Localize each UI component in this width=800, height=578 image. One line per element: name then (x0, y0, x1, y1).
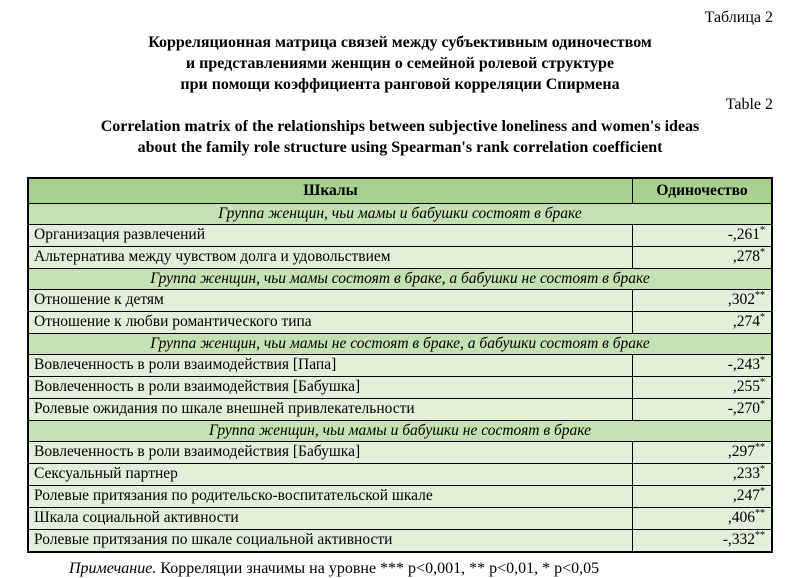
value-number: ,406 (727, 509, 755, 526)
table-row (28, 355, 772, 377)
scale-label: Ролевые притязания по шкале социальной активности (28, 530, 633, 553)
significance-stars: ** (755, 289, 765, 301)
scale-label: Шкала социальной активности (28, 508, 633, 530)
scale-label: Сексуальный партнер (28, 464, 633, 486)
correlation-value (633, 464, 773, 486)
header-cell-scales: Шкалы (28, 178, 633, 204)
footnote-text: Корреляции значимы на уровне *** p<0,001, ** p<0,01, * p<0,05 (156, 560, 600, 577)
table-row (28, 290, 772, 312)
table-footnote (69, 560, 773, 578)
table-number-ru: Таблица 2 (704, 9, 773, 26)
title-ru-line-3: при помощи коэффициента ранговой корреляции Спирмена (180, 76, 620, 93)
table-title-en (27, 116, 773, 158)
scale-label: Вовлеченность в роли взаимодействия [Бабушка] (28, 442, 633, 464)
table-row (28, 225, 772, 247)
group-title: Группа женщин, чьи мамы состоят в браке, а бабушки не состоят в браке (28, 269, 772, 290)
significance-stars: * (760, 485, 765, 497)
table-title-ru (27, 32, 773, 95)
value-number: ,247 (732, 487, 760, 504)
correlation-value (633, 355, 773, 377)
header-cell-loneliness: Одиночество (633, 178, 773, 204)
table-row (28, 486, 772, 508)
group-title: Группа женщин, чьи мамы и бабушки состоят в браке (28, 204, 772, 225)
table-header-row (28, 178, 772, 204)
title-ru-line-2: и представлениями женщин о семейной ролевой структуре (185, 55, 615, 72)
correlation-value (633, 312, 773, 334)
group-row (28, 421, 772, 442)
correlation-value (633, 530, 773, 553)
significance-stars: ** (755, 529, 765, 541)
footnote-label: Примечание. (69, 560, 157, 577)
value-number: ,297 (727, 443, 755, 460)
correlation-table (27, 177, 773, 553)
correlation-value (633, 486, 773, 508)
group-title: Группа женщин, чьи мамы не состоят в браке, а бабушки состоят в браке (28, 334, 772, 355)
significance-stars: * (760, 224, 765, 236)
value-number: ,233 (732, 465, 760, 482)
value-number: -,243 (727, 356, 760, 373)
correlation-value (633, 399, 773, 421)
value-number: ,255 (732, 378, 760, 395)
value-number: -,332 (722, 531, 755, 548)
table-row (28, 399, 772, 421)
scale-label: Организация развлечений (28, 225, 633, 247)
correlation-value (633, 247, 773, 269)
correlation-value (633, 442, 773, 464)
significance-stars: * (760, 376, 765, 388)
significance-stars: ** (755, 441, 765, 453)
title-en-line-1: Correlation matrix of the relationships between subjective loneliness and women's ideas (100, 118, 700, 135)
correlation-value (633, 377, 773, 399)
scale-label: Альтернатива между чувством долга и удовольствием (28, 247, 633, 269)
table-row (28, 247, 772, 269)
table-number-en: Table 2 (725, 96, 773, 113)
group-title: Группа женщин, чьи мамы и бабушки не состоят в браке (28, 421, 772, 442)
significance-stars: * (760, 354, 765, 366)
value-number: ,274 (732, 313, 760, 330)
table-row (28, 464, 772, 486)
significance-stars: * (760, 463, 765, 475)
value-number: -,270 (727, 400, 760, 417)
scale-label: Ролевые ожидания по шкале внешней привлекательности (28, 399, 633, 421)
group-row (28, 269, 772, 290)
scale-label: Отношение к любви романтического типа (28, 312, 633, 334)
title-ru-line-1: Корреляционная матрица связей между субъективным одиночеством (148, 34, 652, 51)
correlation-value (633, 225, 773, 247)
correlation-value (633, 508, 773, 530)
scale-label: Вовлеченность в роли взаимодействия [Папа] (28, 355, 633, 377)
value-number: -,261 (727, 226, 760, 243)
value-number: ,278 (732, 248, 760, 265)
group-row (28, 334, 772, 355)
scale-label: Вовлеченность в роли взаимодействия [Бабушка] (28, 377, 633, 399)
correlation-value (633, 290, 773, 312)
scale-label: Отношение к детям (28, 290, 633, 312)
significance-stars: * (760, 246, 765, 258)
significance-stars: * (760, 398, 765, 410)
group-row (28, 204, 772, 225)
title-en-line-2: about the family role structure using Spearman's rank correlation coefficient (137, 139, 663, 156)
table-row (28, 442, 772, 464)
table-row (28, 312, 772, 334)
table-row (28, 508, 772, 530)
significance-stars: ** (755, 507, 765, 519)
value-number: ,302 (727, 291, 755, 308)
significance-stars: * (760, 311, 765, 323)
table-row (28, 530, 772, 553)
table-row (28, 377, 772, 399)
scale-label: Ролевые притязания по родительско-воспитательской шкале (28, 486, 633, 508)
